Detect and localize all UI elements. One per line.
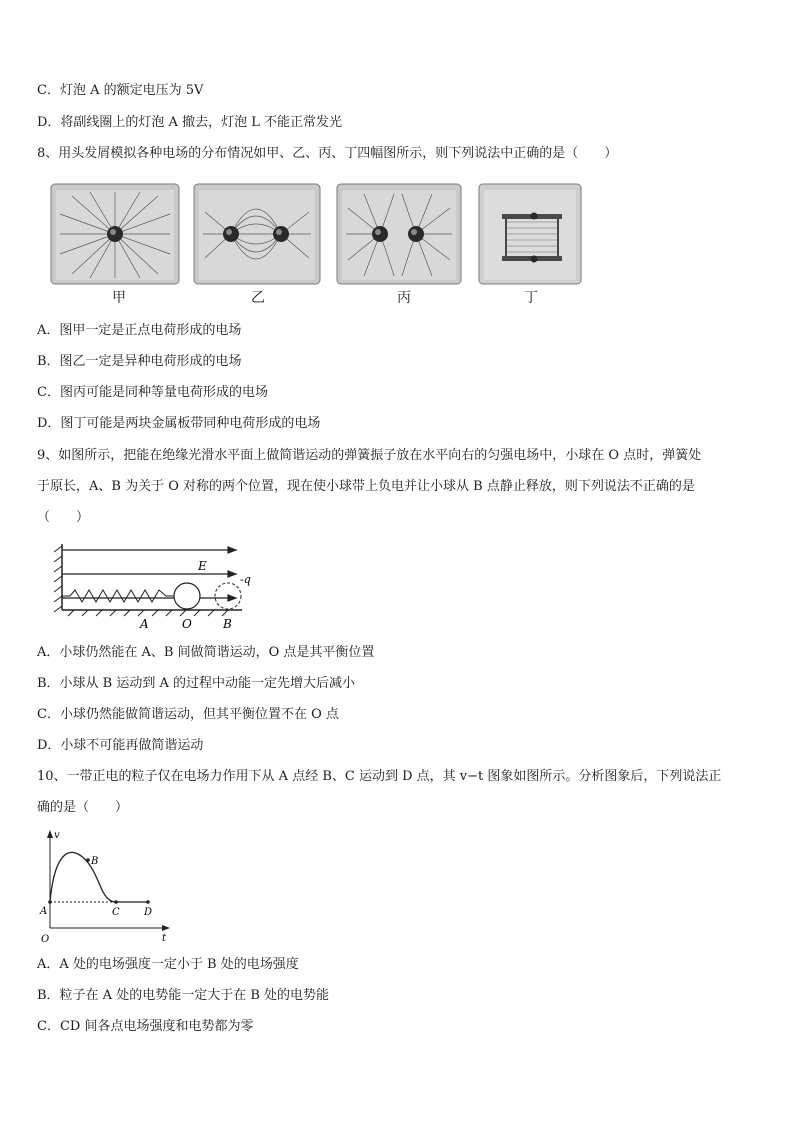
q9-stem-line1: 9、如图所示，把能在绝缘光滑水平面上做简谐运动的弹簧振子放在水平向右的匀强电场中，小球在 O 点时，弹簧处: [37, 448, 702, 463]
label-B: B: [223, 617, 232, 631]
photo-yi-unlike-charges-field: [193, 182, 321, 286]
label-E: E: [198, 559, 207, 573]
caption-ding: 丁: [524, 290, 538, 306]
q8-option-a: A．图甲一定是正点电荷形成的电场: [37, 323, 242, 338]
q7-option-d: D．将副线圈上的灯泡 A 撤去，灯泡 L 不能正常发光: [37, 115, 342, 130]
q8-stem: 8、用头发屑模拟各种电场的分布情况如甲、乙、丙、丁四幅图所示，则下列说法中正确的是（ ）: [37, 146, 618, 161]
q9-option-b: B．小球从 B 运动到 A 的过程中动能一定先增大后减小: [37, 676, 356, 691]
axis-label-v: v: [54, 830, 60, 841]
caption-yi: 乙: [251, 290, 265, 306]
q9-stem-line3: （ ）: [37, 510, 90, 525]
axis-label-t: t: [162, 933, 167, 944]
q10-stem-line2: 确的是（ ）: [37, 800, 129, 815]
q7-option-c: C．灯泡 A 的额定电压为 5V: [37, 83, 204, 98]
label-A: A: [140, 617, 149, 631]
q10-option-a: A．A 处的电场强度一定小于 B 处的电场强度: [37, 957, 299, 972]
q9-option-a: A．小球仍然能在 A、B 间做简谐运动，O 点是其平衡位置: [37, 645, 375, 660]
photo-ding-parallel-plates-field: [478, 182, 582, 286]
caption-jia: 甲: [112, 290, 126, 306]
label-minus-q: -q: [240, 573, 251, 586]
point-label-A: A: [40, 906, 48, 917]
q9-option-c: C．小球仍然能做简谐运动，但其平衡位置不在 O 点: [37, 707, 339, 722]
q10-option-c: C．CD 间各点电场强度和电势都为零: [37, 1019, 254, 1034]
q10-stem-line1: 10、一带正电的粒子仅在电场力作用下从 A 点经 B、C 运动到 D 点，其 v−t 图象如图所示。分析图象后，下列说法正: [37, 769, 722, 784]
q8-option-b: B．图乙一定是异种电荷形成的电场: [37, 354, 242, 369]
q10-option-b: B．粒子在 A 处的电势能一定大于在 B 处的电势能: [37, 988, 330, 1003]
point-label-B: B: [91, 856, 99, 867]
q9-stem-line2: 于原长，A、B 为关于 O 对称的两个位置，现在使小球带上负电并让小球从 B 点静止释放，则下列说法不正确的是: [37, 479, 695, 494]
caption-bing: 丙: [397, 290, 411, 306]
q9-option-d: D．小球不可能再做简谐运动: [37, 738, 204, 753]
q8-option-c: C．图丙可能是同种等量电荷形成的电场: [37, 385, 268, 400]
point-label-D: D: [144, 907, 153, 918]
origin-label-O: O: [41, 934, 50, 945]
point-label-C: C: [112, 907, 120, 918]
photo-jia-single-charge-field: [50, 182, 180, 286]
spring-oscillator-figure: [52, 540, 262, 632]
v-t-graph: [38, 828, 178, 946]
photo-bing-like-charges-field: [336, 182, 462, 286]
q8-option-d: D．图丁可能是两块金属板带同种电荷形成的电场: [37, 416, 321, 431]
label-O: O: [182, 617, 192, 631]
